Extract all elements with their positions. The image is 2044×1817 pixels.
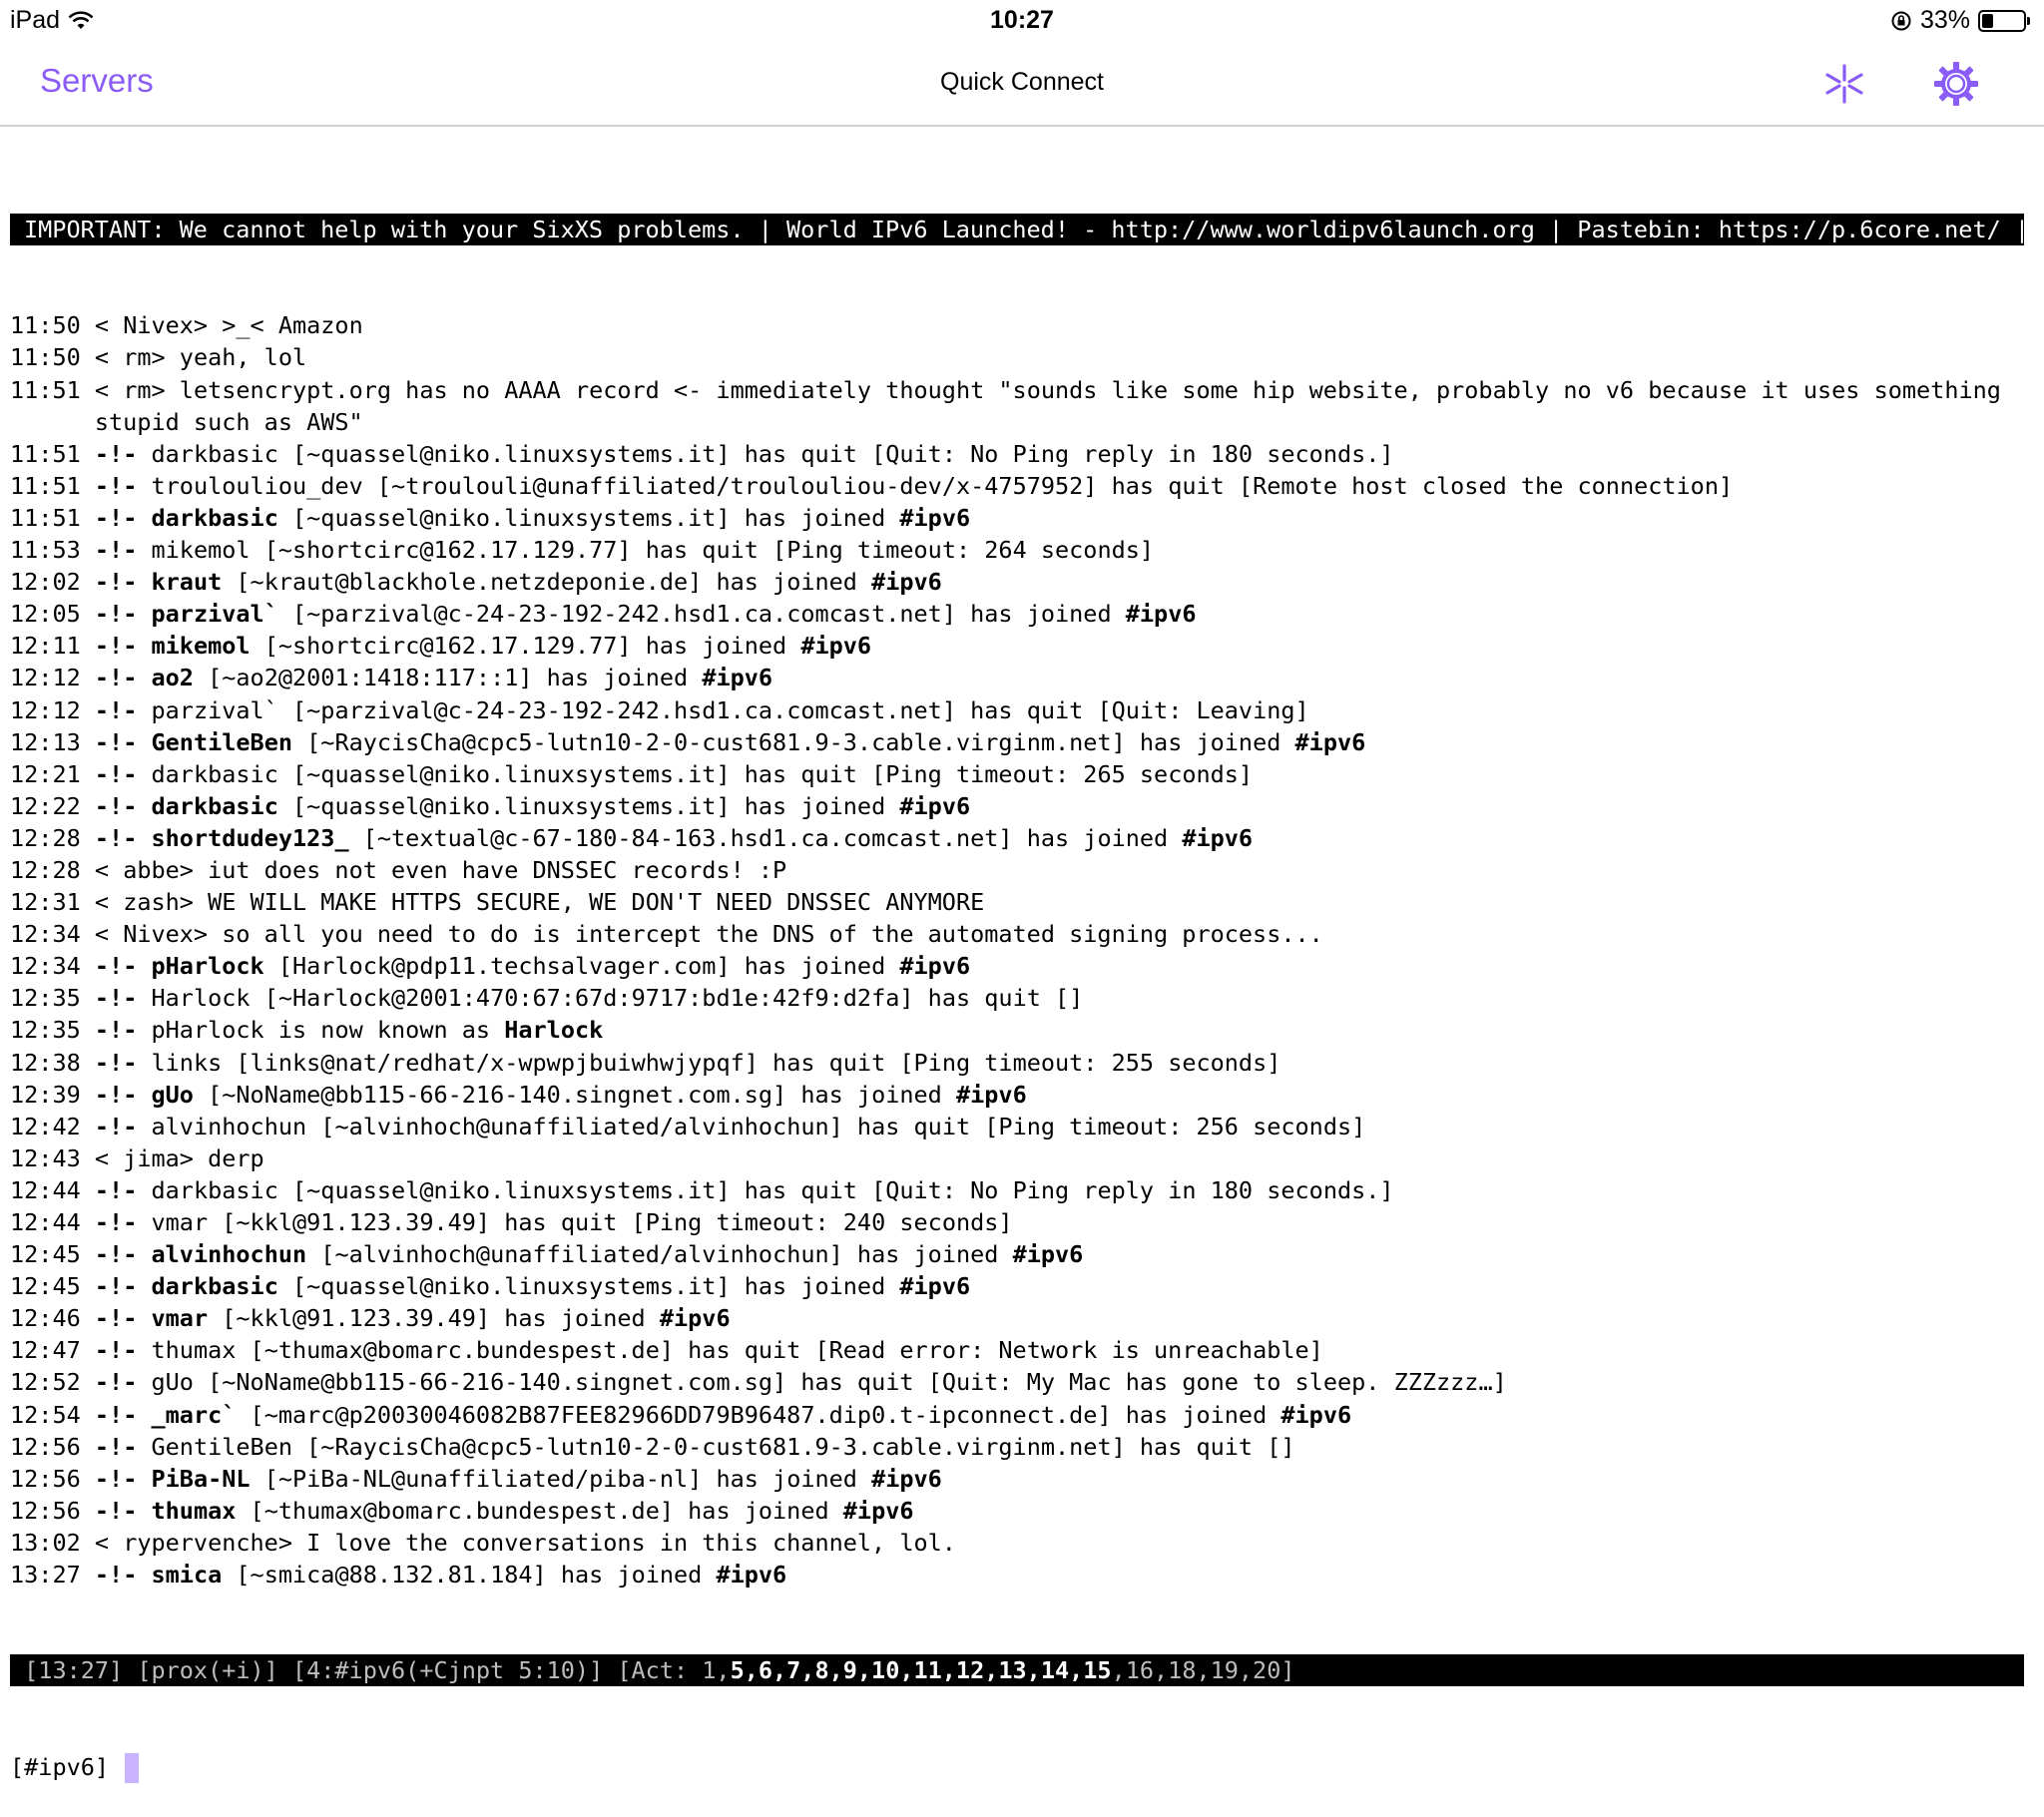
- chat-line: [10, 790, 2024, 822]
- event-marker: -!-: [94, 632, 138, 661]
- line-text: iut does not even have DNSSEC records! :P: [208, 855, 787, 884]
- timestamp: 11:51: [10, 439, 81, 468]
- nick: thumax: [151, 1336, 237, 1365]
- timestamp: 12:35: [10, 1016, 81, 1045]
- line-text: derp: [208, 1143, 264, 1172]
- event-marker: -!-: [94, 600, 138, 629]
- chat-line: [10, 1079, 2024, 1111]
- timestamp: 12:38: [10, 1048, 81, 1077]
- channel-name: #ipv6: [955, 1080, 1027, 1109]
- line-text: [~quassel@niko.linuxsystems.it] has quit [Quit: No Ping reply in 180 seconds.]: [277, 1175, 1394, 1204]
- chat-line: [10, 1527, 2024, 1559]
- timestamp: 12:34: [10, 952, 81, 981]
- chat-line: [10, 374, 2024, 438]
- channel-name: #ipv6: [659, 1304, 731, 1333]
- channel-name: #ipv6: [871, 1464, 942, 1493]
- chat-line: [10, 1366, 2024, 1398]
- channel-name: #ipv6: [1125, 600, 1197, 629]
- line-text: [~quassel@niko.linuxsystems.it] has joined: [277, 791, 900, 820]
- line-text: [~alvinhoch@unaffiliated/alvinhochun] has joined: [306, 1240, 1013, 1269]
- chat-line: [10, 662, 2024, 693]
- line-text: [~kkl@91.123.39.49] has quit [Ping timeout: 240 seconds]: [208, 1208, 1013, 1236]
- nick: darkbasic: [151, 1175, 278, 1204]
- nick: darkbasic: [151, 791, 278, 820]
- nick: darkbasic: [151, 759, 278, 788]
- chat-line: [10, 1334, 2024, 1366]
- message-sender: < zash>: [80, 888, 209, 917]
- status-right: [1890, 6, 2026, 35]
- nick: shortdudey123_: [151, 823, 349, 852]
- event-marker: -!-: [94, 1112, 138, 1140]
- line-text: [~marc@p20030046082B87FEE82966DD79B96487.dip0.t-ipconnect.de] has joined: [236, 1400, 1281, 1429]
- nick: parzival`: [151, 695, 278, 724]
- timestamp: 12:31: [10, 888, 81, 917]
- event-marker: -!-: [94, 791, 138, 820]
- irc-terminal[interactable]: [10, 150, 2030, 1817]
- timestamp: 12:12: [10, 664, 81, 692]
- line-text: [~thumax@bomarc.bundespest.de] has quit [Read error: Network is unreachable]: [236, 1336, 1323, 1365]
- timestamp: 12:45: [10, 1240, 81, 1269]
- timestamp: 12:28: [10, 823, 81, 852]
- chat-line: [10, 566, 2024, 598]
- chat-line: [10, 1238, 2024, 1270]
- event-marker: -!-: [94, 984, 138, 1013]
- event-marker: -!-: [94, 952, 138, 981]
- asterisk-icon[interactable]: [1818, 58, 1870, 110]
- timestamp: 11:51: [10, 503, 81, 532]
- event-marker: -!-: [94, 1208, 138, 1236]
- line-text: [~quassel@niko.linuxsystems.it] has quit [Ping timeout: 265 seconds]: [277, 759, 1254, 788]
- timestamp: 12:34: [10, 920, 81, 949]
- chat-line: [10, 438, 2024, 470]
- timestamp: 12:43: [10, 1143, 81, 1172]
- channel-name: #ipv6: [800, 632, 872, 661]
- line-text: [~RaycisCha@cpc5-lutn10-2-0-cust681.9-3.cable.virginm.net] has quit []: [292, 1432, 1295, 1461]
- line-text: [~kkl@91.123.39.49] has joined: [208, 1304, 660, 1333]
- event-marker: -!-: [94, 1464, 138, 1493]
- chat-line: [10, 1270, 2024, 1302]
- battery-percent: 33%: [1919, 6, 1970, 34]
- timestamp: 12:05: [10, 600, 81, 629]
- chat-line: [10, 1142, 2024, 1174]
- nick: kraut: [151, 568, 223, 597]
- event-marker: -!-: [94, 1304, 138, 1333]
- timestamp: 12:02: [10, 568, 81, 597]
- nick: Harlock: [151, 984, 251, 1013]
- event-marker: -!-: [94, 727, 138, 756]
- nick: vmar: [151, 1208, 209, 1236]
- nick: PiBa-NL: [151, 1464, 251, 1493]
- timestamp: 12:35: [10, 984, 81, 1013]
- channel-name: #ipv6: [842, 1496, 914, 1525]
- ios-status-bar: [0, 0, 2044, 40]
- line-text: [~NoName@bb115-66-216-140.singnet.com.sg] has joined: [193, 1080, 956, 1109]
- event-marker: -!-: [94, 1272, 138, 1301]
- nick: parzival`: [151, 600, 278, 629]
- timestamp: 12:44: [10, 1208, 81, 1236]
- timestamp: 11:50: [10, 343, 81, 372]
- timestamp: 12:42: [10, 1112, 81, 1140]
- line-text: [~NoName@bb115-66-216-140.singnet.com.sg] has quit [Quit: My Mac has gone to sleep. ZZZzzz…]: [193, 1368, 1507, 1397]
- line-text: yeah, lol: [179, 343, 307, 372]
- event-marker: -!-: [94, 536, 138, 565]
- chat-line: [10, 822, 2024, 854]
- channel-name: #ipv6: [899, 503, 971, 532]
- line-text: [~smica@88.132.81.184] has joined: [222, 1561, 717, 1590]
- channel-name: #ipv6: [1280, 1400, 1352, 1429]
- timestamp: 12:22: [10, 791, 81, 820]
- event-marker: -!-: [94, 1496, 138, 1525]
- message-sender: < rypervenche>: [80, 1528, 307, 1557]
- line-text: [~Harlock@2001:470:67:67d:9717:bd1e:42f9:d2fa] has quit []: [250, 984, 1084, 1013]
- channel-name: #ipv6: [716, 1561, 787, 1590]
- line-text: [~ao2@2001:1418:117::1] has joined: [193, 664, 703, 692]
- chat-line: [10, 950, 2024, 982]
- chat-line: [10, 630, 2024, 662]
- timestamp: 12:28: [10, 855, 81, 884]
- line-text: [~shortcirc@162.17.129.77] has quit [Ping timeout: 264 seconds]: [250, 536, 1155, 565]
- timestamp: 12:56: [10, 1496, 81, 1525]
- timestamp: 12:21: [10, 759, 81, 788]
- status-activity-rest: ,16,18,19,20]: [1111, 1656, 1295, 1685]
- chat-line: [10, 758, 2024, 790]
- nick: mikemol: [151, 632, 251, 661]
- line-text: [~kraut@blackhole.netzdeponie.de] has joined: [222, 568, 872, 597]
- event-marker: -!-: [94, 1336, 138, 1365]
- chat-line: [10, 309, 2024, 341]
- nick: vmar: [151, 1304, 209, 1333]
- line-text: [~parzival@c-24-23-192-242.hsd1.ca.comcast.net] has quit [Quit: Leaving]: [277, 695, 1309, 724]
- event-marker: -!-: [94, 1016, 138, 1045]
- event-marker: -!-: [94, 1368, 138, 1397]
- timestamp: 13:02: [10, 1528, 81, 1557]
- device-name: iPad: [10, 6, 61, 34]
- chat-line: [10, 886, 2024, 918]
- nick: GentileBen: [151, 1432, 292, 1461]
- event-marker: -!-: [94, 568, 138, 597]
- chat-line: [10, 1174, 2024, 1206]
- chat-line: [10, 982, 2024, 1014]
- line-text: [~quassel@niko.linuxsystems.it] has joined: [277, 503, 900, 532]
- line-text: [~shortcirc@162.17.129.77] has joined: [250, 632, 801, 661]
- navigation-bar: [0, 40, 2044, 127]
- line-text: [~textual@c-67-180-84-163.hsd1.ca.comcast.net] has joined: [348, 823, 1183, 852]
- event-marker: -!-: [94, 471, 138, 500]
- nick: thumax: [151, 1496, 237, 1525]
- gear-icon[interactable]: [1930, 58, 1982, 110]
- line-text: [~quassel@niko.linuxsystems.it] has quit [Quit: No Ping reply in 180 seconds.]: [277, 439, 1394, 468]
- nick: gUo: [151, 1368, 194, 1397]
- event-marker: -!-: [94, 1561, 138, 1590]
- event-marker: -!-: [94, 1080, 138, 1109]
- channel-name: #ipv6: [1294, 727, 1366, 756]
- nick: pHarlock: [151, 952, 264, 981]
- nick: gUo: [151, 1080, 194, 1109]
- status-prefix: [13:27] [prox(+i)] [4:#ipv6(+Cjnpt 5:10)] [Act: 1,: [10, 1656, 731, 1685]
- nick: darkbasic: [151, 503, 278, 532]
- nick: smica: [151, 1561, 223, 1590]
- chat-line: [10, 1302, 2024, 1334]
- chat-line: [10, 1111, 2024, 1142]
- timestamp: 12:52: [10, 1368, 81, 1397]
- chat-log: [10, 309, 2024, 1590]
- event-marker: -!-: [94, 439, 138, 468]
- nick: alvinhochun: [151, 1240, 307, 1269]
- event-marker: -!-: [94, 823, 138, 852]
- timestamp: 11:53: [10, 536, 81, 565]
- nick: links: [151, 1048, 223, 1077]
- channel-name: #ipv6: [1012, 1240, 1084, 1269]
- message-sender: < Nivex>: [80, 311, 223, 340]
- event-marker: -!-: [94, 1048, 138, 1077]
- nick: mikemol: [151, 536, 251, 565]
- line-text: [~RaycisCha@cpc5-lutn10-2-0-cust681.9-3.cable.virginm.net] has joined: [292, 727, 1295, 756]
- message-sender: < Nivex>: [80, 920, 223, 949]
- input-prompt: [#ipv6]: [10, 1753, 110, 1782]
- message-sender: < abbe>: [80, 855, 209, 884]
- battery-icon: [1978, 10, 2026, 32]
- line-text: is now known as: [263, 1016, 505, 1045]
- event-marker: -!-: [94, 759, 138, 788]
- chat-line: [10, 1047, 2024, 1079]
- timestamp: 12:54: [10, 1400, 81, 1429]
- chat-line: [10, 918, 2024, 950]
- irssi-status-line: [10, 1654, 2024, 1686]
- line-text: [Harlock@pdp11.techsalvager.com] has joined: [263, 952, 900, 981]
- channel-name: #ipv6: [702, 664, 773, 692]
- chat-line: [10, 694, 2024, 726]
- line-text: letsencrypt.org has no AAAA record <- immediately thought "sounds like some hip website, probably no v6 because it uses something stupid such as AWS": [94, 375, 2001, 436]
- line-text: [~alvinhoch@unaffiliated/alvinhochun] has quit [Ping timeout: 256 seconds]: [306, 1112, 1366, 1140]
- timestamp: 12:46: [10, 1304, 81, 1333]
- nick: GentileBen: [151, 727, 292, 756]
- event-marker: -!-: [94, 695, 138, 724]
- line-text: [~PiBa-NL@unaffiliated/piba-nl] has joined: [250, 1464, 872, 1493]
- event-marker: -!-: [94, 503, 138, 532]
- timestamp: 12:39: [10, 1080, 81, 1109]
- chat-line: [10, 1559, 2024, 1590]
- timestamp: 13:27: [10, 1561, 81, 1590]
- servers-back-button[interactable]: Servers: [40, 62, 154, 99]
- nick: darkbasic: [151, 439, 278, 468]
- nick: pHarlock: [151, 1016, 264, 1045]
- message-input-line[interactable]: [10, 1751, 2024, 1785]
- page-title: Quick Connect: [940, 68, 1104, 96]
- chat-line: [10, 1463, 2024, 1495]
- message-sender: < rm>: [80, 343, 180, 372]
- timestamp: 11:51: [10, 375, 81, 404]
- timestamp: 12:56: [10, 1432, 81, 1461]
- line-text: >_< Amazon: [222, 311, 363, 340]
- chat-line: [10, 341, 2024, 373]
- channel-name: #ipv6: [899, 1272, 971, 1301]
- chat-line: [10, 726, 2024, 758]
- timestamp: 12:13: [10, 727, 81, 756]
- channel-name: #ipv6: [899, 791, 971, 820]
- channel-name: Harlock: [504, 1016, 604, 1045]
- text-cursor[interactable]: [125, 1753, 139, 1783]
- nick: troulouliou_dev: [151, 471, 363, 500]
- nick: alvinhochun: [151, 1112, 307, 1140]
- chat-line: [10, 470, 2024, 502]
- timestamp: 11:51: [10, 471, 81, 500]
- chat-line: [10, 502, 2024, 534]
- line-text: [links@nat/redhat/x-wpwpjbuiwhwjypqf] has quit [Ping timeout: 255 seconds]: [222, 1048, 1281, 1077]
- channel-name: #ipv6: [871, 568, 942, 597]
- chat-line: [10, 534, 2024, 566]
- chat-line: [10, 598, 2024, 630]
- timestamp: 12:11: [10, 632, 81, 661]
- event-marker: -!-: [94, 664, 138, 692]
- clock: 10:27: [990, 6, 1054, 34]
- status-activity-highlighted: 5,6,7,8,9,10,11,12,13,14,15: [730, 1656, 1112, 1685]
- chat-line: [10, 1206, 2024, 1238]
- event-marker: -!-: [94, 1175, 138, 1204]
- timestamp: 11:50: [10, 311, 81, 340]
- message-sender: < rm>: [80, 375, 180, 404]
- chat-line: [10, 1495, 2024, 1527]
- event-marker: -!-: [94, 1400, 138, 1429]
- channel-name: #ipv6: [899, 952, 971, 981]
- line-text: I love the conversations in this channel, lol.: [306, 1528, 956, 1557]
- timestamp: 12:56: [10, 1464, 81, 1493]
- chat-line: [10, 854, 2024, 886]
- timestamp: 12:12: [10, 695, 81, 724]
- timestamp: 12:44: [10, 1175, 81, 1204]
- chat-line: [10, 1014, 2024, 1046]
- chat-line: [10, 1399, 2024, 1431]
- event-marker: -!-: [94, 1432, 138, 1461]
- nick: _marc`: [151, 1400, 237, 1429]
- chat-line: [10, 1431, 2024, 1463]
- channel-name: #ipv6: [1182, 823, 1254, 852]
- event-marker: -!-: [94, 1240, 138, 1269]
- timestamp: 12:47: [10, 1336, 81, 1365]
- timestamp: 12:45: [10, 1272, 81, 1301]
- line-text: [~thumax@bomarc.bundespest.de] has joined: [236, 1496, 843, 1525]
- line-text: [~troulouli@unaffiliated/troulouliou-dev/x-4757952] has quit [Remote host closed the connection]: [362, 471, 1734, 500]
- nick: darkbasic: [151, 1272, 278, 1301]
- battery-level: [1982, 14, 1993, 28]
- rotation-lock-icon: [1890, 10, 1912, 32]
- line-text: WE WILL MAKE HTTPS SECURE, WE DON'T NEED DNSSEC ANYMORE: [208, 888, 985, 917]
- line-text: [~quassel@niko.linuxsystems.it] has joined: [277, 1272, 900, 1301]
- line-text: [~parzival@c-24-23-192-242.hsd1.ca.comcast.net] has joined: [277, 600, 1126, 629]
- channel-topic-bar: IMPORTANT: We cannot help with your SixXS problems. | World IPv6 Launched! - http://www.worldipv6launch.org | Pastebin: https://p.6core.net/ |: [10, 214, 2024, 245]
- line-text: so all you need to do is intercept the DNS of the automated signing process...: [222, 920, 1323, 949]
- message-sender: < jima>: [80, 1143, 209, 1172]
- nick: ao2: [151, 664, 194, 692]
